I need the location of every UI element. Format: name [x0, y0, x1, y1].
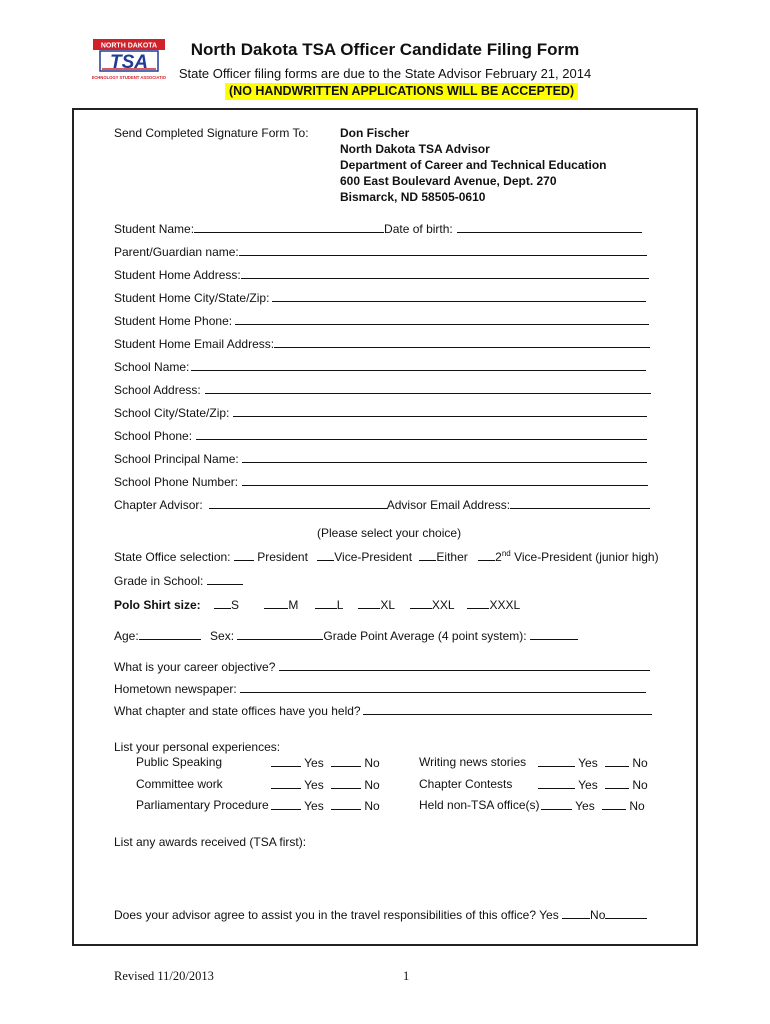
travel-yes-blank[interactable]	[562, 907, 590, 919]
school-phone-row	[114, 428, 647, 443]
polo-xl-blank[interactable]	[358, 597, 380, 609]
dob-label: Date of birth:	[384, 222, 453, 236]
either-blank[interactable]	[419, 549, 436, 561]
yes-label: Yes	[304, 756, 324, 770]
office-row	[114, 549, 659, 564]
chapter-advisor-label: Chapter Advisor:	[114, 498, 203, 512]
no-label: No	[364, 778, 380, 792]
dob-field[interactable]	[457, 221, 642, 233]
warning-banner: (NO HANDWRITTEN APPLICATIONS WILL BE ACCEPTED)	[225, 83, 578, 100]
travel-no-label: No	[590, 908, 606, 922]
city-row	[114, 290, 646, 305]
sex-label: Sex:	[210, 629, 235, 643]
gpa-field[interactable]	[530, 628, 578, 640]
home-address-row	[114, 267, 649, 282]
city-field[interactable]	[272, 290, 646, 302]
school-name-field[interactable]	[191, 359, 646, 371]
parent-label: Parent/Guardian name:	[114, 245, 239, 259]
gpa-label: Grade Point Average (4 point system):	[323, 629, 527, 643]
experience-yes-no	[538, 755, 648, 770]
no-label: No	[364, 756, 380, 770]
advisor-email-field[interactable]	[510, 497, 650, 509]
offices-held-row	[114, 703, 652, 718]
yes-label: Yes	[304, 799, 324, 813]
yes-label: Yes	[575, 799, 595, 813]
second-vice-number: 2	[495, 550, 502, 564]
polo-size-s: S	[231, 598, 240, 612]
experience-item: Writing news stories	[419, 755, 527, 769]
grade-label: Grade in School:	[114, 574, 204, 588]
home-phone-label: Student Home Phone:	[114, 314, 233, 328]
yes-blank[interactable]	[271, 755, 301, 767]
no-label: No	[632, 756, 648, 770]
polo-size-xxl: XXL	[431, 598, 455, 612]
address-line: Department of Career and Technical Education	[340, 158, 607, 172]
principal-field[interactable]	[242, 451, 647, 463]
logo-mark: TSA	[110, 52, 148, 73]
logo-bottom-text: TECHNOLOGY STUDENT ASSOCIATION	[92, 75, 166, 80]
experience-yes-no	[271, 798, 380, 813]
school-phone-number-row	[114, 474, 648, 489]
student-name-label: Student Name:	[114, 222, 195, 236]
grade-row	[114, 573, 243, 588]
yes-blank[interactable]	[271, 777, 301, 789]
second-vice-option: Vice-President (junior high)	[514, 550, 659, 564]
polo-size-xxxl: XXXL	[489, 598, 521, 612]
polo-m-blank[interactable]	[264, 597, 288, 609]
experience-yes-no	[271, 777, 380, 792]
principal-label: School Principal Name:	[114, 452, 239, 466]
polo-xxl-blank[interactable]	[410, 597, 432, 609]
newspaper-row	[114, 681, 646, 696]
polo-label: Polo Shirt size:	[114, 598, 201, 612]
career-label: What is your career objective?	[114, 660, 276, 674]
home-address-label: Student Home Address:	[114, 268, 241, 282]
student-name-row	[114, 221, 642, 236]
home-phone-row	[114, 313, 649, 328]
school-address-field[interactable]	[205, 382, 651, 394]
travel-row	[114, 907, 647, 922]
no-blank[interactable]	[602, 798, 626, 810]
home-phone-field[interactable]	[235, 313, 649, 325]
office-label: State Office selection:	[114, 550, 231, 564]
yes-blank[interactable]	[538, 755, 575, 767]
chapter-advisor-row	[114, 497, 650, 512]
yes-blank[interactable]	[541, 798, 572, 810]
school-city-label: School City/State/Zip:	[114, 406, 230, 420]
page-subtitle: State Officer filing forms are due to the State Advisor February 21, 2014	[178, 66, 592, 81]
awards-label: List any awards received (TSA first):	[114, 835, 307, 849]
president-option: President	[257, 550, 308, 564]
either-option: Either	[436, 550, 468, 564]
no-label: No	[629, 799, 645, 813]
chapter-advisor-field[interactable]	[209, 497, 387, 509]
send-to-label: Send Completed Signature Form To:	[114, 126, 309, 140]
address-line: Bismarck, ND 58505-0610	[340, 190, 486, 204]
experience-item: Held non-TSA office(s)	[419, 798, 540, 812]
polo-size-xl: XL	[380, 598, 395, 612]
vice-option: Vice-President	[334, 550, 413, 564]
polo-s-blank[interactable]	[214, 597, 231, 609]
newspaper-label: Hometown newspaper:	[114, 682, 237, 696]
experience-item: Chapter Contests	[419, 777, 513, 791]
experiences-label: List your personal experiences:	[114, 740, 281, 754]
travel-question: Does your advisor agree to assist you in the travel responsibilities of this office?	[114, 908, 536, 922]
home-address-field[interactable]	[241, 267, 649, 279]
career-row	[114, 659, 650, 674]
email-row	[114, 336, 650, 351]
experience-item: Committee work	[136, 777, 223, 791]
school-address-label: School Address:	[114, 383, 201, 397]
polo-l-blank[interactable]	[315, 597, 337, 609]
experience-yes-no	[271, 755, 380, 770]
vice-blank[interactable]	[317, 549, 334, 561]
school-phone-label: School Phone:	[114, 429, 193, 443]
revised-date: Revised 11/20/2013	[114, 969, 214, 983]
career-field[interactable]	[279, 659, 650, 671]
polo-size-m: M	[288, 598, 299, 612]
no-blank[interactable]	[331, 777, 361, 789]
no-blank[interactable]	[605, 777, 629, 789]
page-title: North Dakota TSA Officer Candidate Filing Form	[190, 40, 580, 59]
selection-note: (Please select your choice)	[317, 526, 462, 540]
school-name-row	[114, 359, 646, 374]
age-field[interactable]	[139, 628, 201, 640]
school-address-row	[114, 382, 651, 397]
travel-yes-label: Yes	[539, 908, 559, 922]
email-label: Student Home Email Address:	[114, 337, 275, 351]
parent-field[interactable]	[239, 244, 647, 256]
page-number: 1	[403, 969, 410, 983]
polo-size-l: L	[336, 598, 343, 612]
experience-yes-no	[541, 798, 645, 813]
no-blank[interactable]	[605, 755, 629, 767]
travel-no-blank[interactable]	[605, 907, 647, 919]
student-name-field[interactable]	[194, 221, 384, 233]
school-phone-field[interactable]	[196, 428, 647, 440]
parent-row	[114, 244, 647, 259]
second-vice-blank[interactable]	[478, 549, 495, 561]
experience-item: Parliamentary Procedure	[136, 798, 269, 812]
school-name-label: School Name:	[114, 360, 190, 374]
address-line: 600 East Boulevard Avenue, Dept. 270	[340, 174, 557, 188]
school-city-field[interactable]	[233, 405, 647, 417]
yes-blank[interactable]	[538, 777, 575, 789]
newspaper-field[interactable]	[240, 681, 646, 693]
polo-xxxl-blank[interactable]	[467, 597, 489, 609]
polo-row	[114, 597, 520, 612]
address-line: Don Fischer	[340, 126, 410, 140]
email-field[interactable]	[274, 336, 650, 348]
no-label: No	[632, 778, 648, 792]
second-vice-sup: nd	[501, 549, 511, 558]
no-blank[interactable]	[331, 798, 361, 810]
no-label: No	[364, 799, 380, 813]
city-label: Student Home City/State/Zip:	[114, 291, 270, 305]
yes-blank[interactable]	[271, 798, 301, 810]
school-phone-number-field[interactable]	[242, 474, 648, 486]
age-label: Age:	[114, 629, 139, 643]
advisor-email-label: Advisor Email Address:	[386, 498, 511, 512]
school-city-row	[114, 405, 647, 420]
experience-item: Public Speaking	[136, 755, 223, 769]
yes-label: Yes	[578, 756, 598, 770]
age-row	[114, 628, 578, 643]
president-blank[interactable]	[234, 549, 254, 561]
school-phone-number-label: School Phone Number:	[114, 475, 239, 489]
address-line: North Dakota TSA Advisor	[340, 142, 490, 156]
offices-held-field[interactable]	[363, 703, 652, 715]
logo-top-text: NORTH DAKOTA	[100, 42, 158, 50]
sex-field[interactable]	[237, 628, 323, 640]
experience-yes-no	[538, 777, 648, 792]
yes-label: Yes	[578, 778, 598, 792]
no-blank[interactable]	[331, 755, 361, 767]
offices-held-label: What chapter and state offices have you held?	[114, 704, 361, 718]
principal-row	[114, 451, 647, 466]
yes-label: Yes	[304, 778, 324, 792]
grade-field[interactable]	[207, 573, 243, 585]
